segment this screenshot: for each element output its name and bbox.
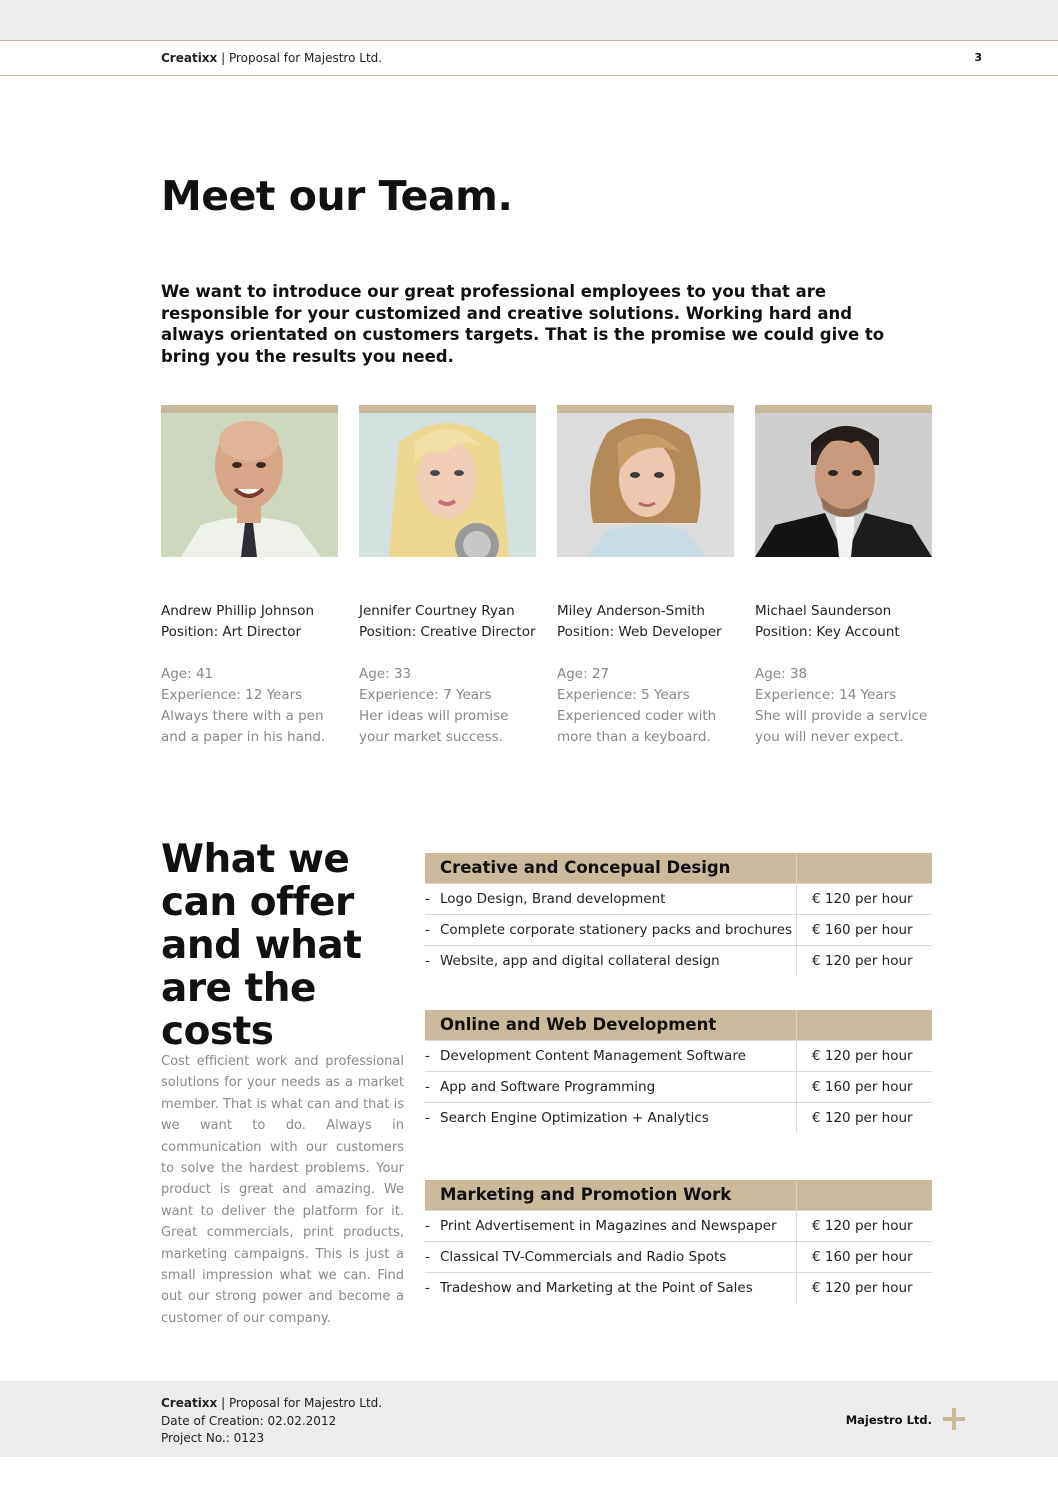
footer-info (161, 1395, 382, 1448)
member-age: Age: 38 (755, 666, 808, 682)
service-item: Logo Design, Brand development (440, 891, 666, 907)
footer-brand: Creatixx (161, 1396, 218, 1410)
service-item: Classical TV-Commercials and Radio Spots (440, 1249, 727, 1265)
plus-icon (943, 1408, 965, 1430)
service-row: - App and Software Programming € 160 per hour (425, 1071, 932, 1102)
team-member-card (161, 405, 338, 748)
member-photo (755, 405, 932, 557)
member-position: Position: Art Director (161, 624, 302, 640)
footer-date: Date of Creation: 02.02.2012 (161, 1413, 337, 1428)
service-price: € 120 per hour (812, 891, 913, 907)
service-price: € 160 per hour (812, 922, 913, 938)
page-number: 3 (974, 51, 982, 64)
service-row: - Development Content Management Software € 120 per hour (425, 1040, 932, 1071)
member-position: Position: Web Developer (557, 624, 722, 640)
header-brand: Creatixx (161, 51, 218, 65)
service-row: - Search Engine Optimization + Analytics € 120 per hour (425, 1102, 932, 1133)
footer-doc-title: | Proposal for Majestro Ltd. (221, 1396, 383, 1410)
service-item: Development Content Management Software (440, 1048, 746, 1064)
team-member-card (359, 405, 536, 748)
member-description: Experienced coder with more than a keyboard. (557, 708, 717, 745)
service-table (425, 1180, 932, 1303)
member-age: Age: 27 (557, 666, 610, 682)
member-experience: Experience: 7 Years (359, 687, 492, 703)
service-heading (425, 1010, 932, 1040)
column-divider (796, 1180, 797, 1210)
member-description: Always there with a pen and a paper in his hand. (161, 708, 326, 745)
footer-client: Majestro Ltd. (845, 1413, 932, 1427)
member-name: Miley Anderson-Smith (557, 603, 705, 619)
member-name: Jennifer Courtney Ryan (359, 603, 515, 619)
header-brandline (161, 51, 382, 65)
service-item: App and Software Programming (440, 1079, 656, 1095)
service-price: € 160 per hour (812, 1079, 913, 1095)
member-photo (359, 405, 536, 557)
member-experience: Experience: 12 Years (161, 687, 303, 703)
footer-brandline (161, 1395, 382, 1413)
service-price: € 120 per hour (812, 1048, 913, 1064)
service-heading-label: Online and Web Development (440, 1015, 717, 1034)
service-row: - Logo Design, Brand development € 120 per hour (425, 883, 932, 914)
header-doc-title: | Proposal for Majestro Ltd. (221, 51, 383, 65)
service-price: € 120 per hour (812, 1110, 913, 1126)
service-heading-label: Creative and Concepual Design (440, 858, 731, 877)
service-row: - Website, app and digital collateral design € 120 per hour (425, 945, 932, 976)
member-description: Her ideas will promise your market success. (359, 708, 509, 745)
column-divider (796, 1010, 797, 1040)
service-heading (425, 1180, 932, 1210)
service-price: € 120 per hour (812, 1280, 913, 1296)
service-item: Search Engine Optimization + Analytics (440, 1110, 709, 1126)
service-row: - Classical TV-Commercials and Radio Spots € 160 per hour (425, 1241, 932, 1272)
member-name: Andrew Phillip Johnson (161, 603, 315, 619)
service-table (425, 1010, 932, 1133)
member-position: Position: Creative Director (359, 624, 536, 640)
service-price: € 160 per hour (812, 1249, 913, 1265)
service-row: - Print Advertisement in Magazines and Newspaper € 120 per hour (425, 1210, 932, 1241)
service-item: Complete corporate stationery packs and brochures (440, 922, 793, 938)
member-experience: Experience: 5 Years (557, 687, 690, 703)
service-row: - Tradeshow and Marketing at the Point of Sales € 120 per hour (425, 1272, 932, 1303)
footer-project: Project No.: 0123 (161, 1431, 265, 1445)
service-price: € 120 per hour (812, 953, 913, 969)
service-item: Tradeshow and Marketing at the Point of Sales (440, 1280, 753, 1296)
team-member-card (557, 405, 734, 748)
member-position: Position: Key Account (755, 624, 900, 640)
member-description: She will provide a service you will never expect. (755, 708, 928, 745)
top-band (0, 0, 1058, 40)
offer-title: What we can offer and what are the costs (161, 837, 362, 1054)
service-table (425, 853, 932, 976)
service-row: - Complete corporate stationery packs and brochures € 160 per hour (425, 914, 932, 945)
team-member-card (755, 405, 932, 748)
member-experience: Experience: 14 Years (755, 687, 897, 703)
member-age: Age: 41 (161, 666, 214, 682)
member-age: Age: 33 (359, 666, 412, 682)
member-name: Michael Saunderson (755, 603, 892, 619)
service-heading-label: Marketing and Promotion Work (440, 1185, 732, 1204)
team-title: Meet our Team. (161, 172, 513, 220)
page-footer (0, 1381, 1058, 1457)
page-header (0, 40, 1058, 76)
member-photo (161, 405, 338, 557)
offer-body: Cost efficient work and professional solutions for your needs as a market member. That is what can and that is we want to do. Always in communication with our customers to solve the hardest problems. Your product is great and amazing. We want to deliver the platform for it. Great commercials, print products, marketing campaigns. This is just a small impression what we can. Find out our strong power and become a customer of our company. (161, 1054, 404, 1326)
member-photo (557, 405, 734, 557)
service-item: Print Advertisement in Magazines and Newspaper (440, 1218, 777, 1234)
team-intro: We want to introduce our great professional employees to you that are responsible for your customized and creative solutions. Working hard and always orientated on customers targets. That is the promise we could give to bring you the results you need. (161, 282, 885, 366)
service-heading (425, 853, 932, 883)
service-price: € 120 per hour (812, 1218, 913, 1234)
column-divider (796, 853, 797, 883)
service-item: Website, app and digital collateral design (440, 953, 720, 969)
